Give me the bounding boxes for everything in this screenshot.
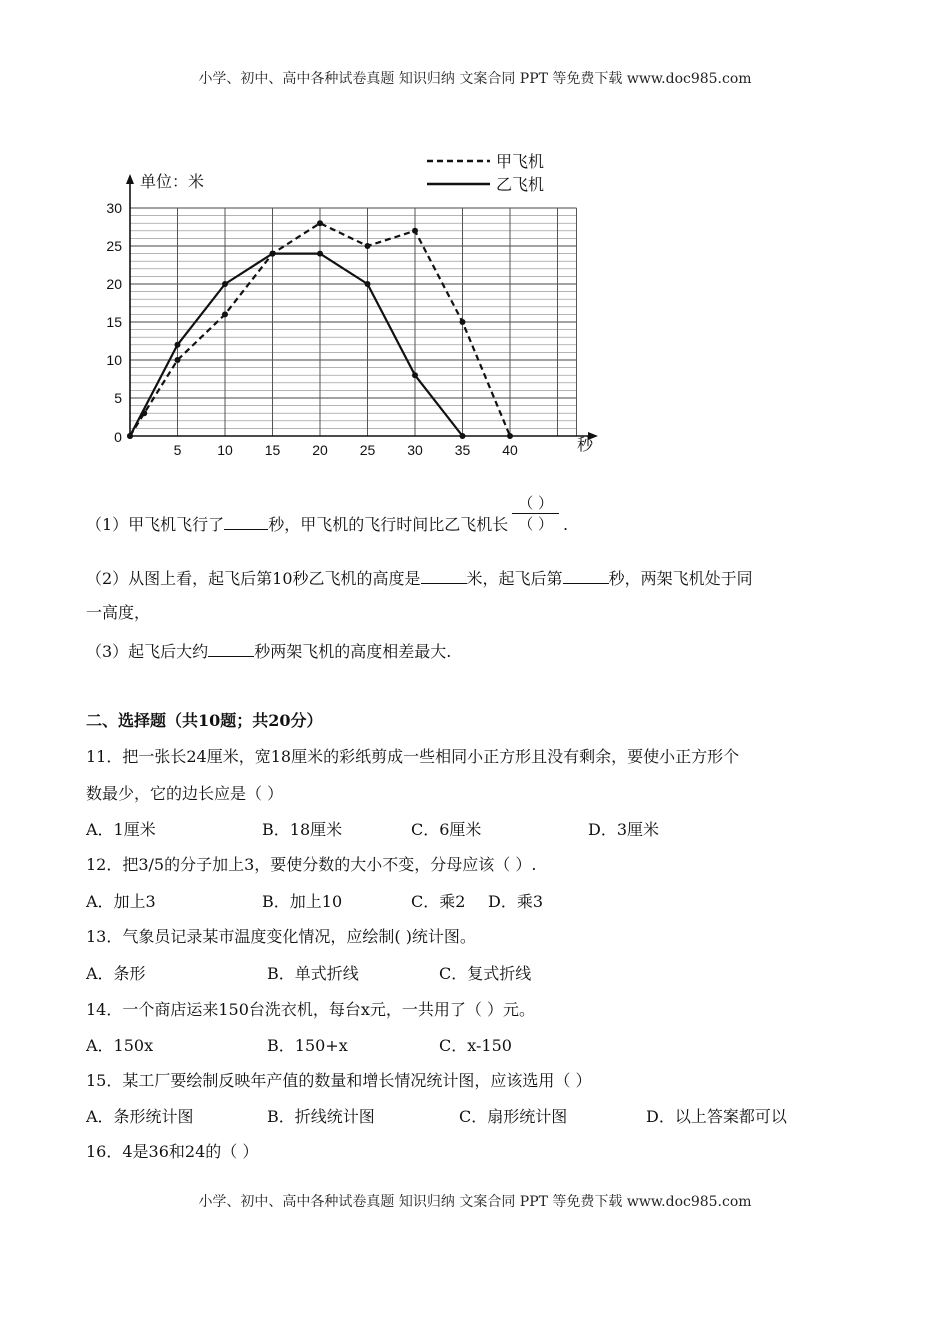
question-16: 16．4是36和24的（ ） bbox=[86, 1142, 259, 1161]
series-2-point bbox=[270, 251, 276, 257]
option-d[interactable]: D．以上答案都可以 bbox=[646, 1107, 787, 1126]
option-c[interactable]: C．乘2 bbox=[411, 892, 466, 911]
page-footer: 小学、初中、高中各种试卷真题 知识归纳 文案合同 PPT 等免费下载 www.doc985.com bbox=[198, 1194, 752, 1210]
series-1-point bbox=[222, 311, 228, 317]
series-1-point bbox=[412, 228, 418, 234]
option-b[interactable]: B．单式折线 bbox=[267, 964, 359, 983]
question-14: 14．一个商店运来150台洗衣机，每台x元，一共用了（ ）元。 bbox=[86, 1000, 536, 1019]
chart-grid bbox=[130, 208, 577, 436]
question-2-cont: 一高度， bbox=[86, 603, 151, 622]
x-tick-label: 30 bbox=[407, 442, 423, 458]
page-header: 小学、初中、高中各种试卷真题 知识归纳 文案合同 PPT 等免费下载 www.doc985.com bbox=[198, 71, 752, 87]
series-2-point bbox=[127, 433, 133, 439]
answer-fraction[interactable]: $\frac{( )}{( )}$ bbox=[512, 493, 559, 534]
answer-blank[interactable] bbox=[224, 511, 268, 530]
answer-blank[interactable] bbox=[421, 565, 467, 584]
option-c[interactable]: C．6厘米 bbox=[411, 820, 482, 839]
question-1: （1）甲飞机飞行了 秒，甲飞机的飞行时间比乙飞机长 $\frac{( )}{( )}$ . bbox=[86, 494, 569, 534]
section-heading: 二、选择题（共10题；共20分） bbox=[86, 711, 323, 730]
x-tick-label: 15 bbox=[264, 442, 281, 458]
origin-label: 0 bbox=[114, 429, 122, 445]
series-1-point bbox=[317, 220, 323, 226]
legend-label-2: 乙飞机 bbox=[496, 177, 545, 194]
question-15: 15．某工厂要绘制反映年产值的数量和增长情况统计图，应该选用（ ） bbox=[86, 1071, 592, 1090]
legend-label-1: 甲飞机 bbox=[496, 154, 545, 171]
option-d[interactable]: D．乘3 bbox=[488, 892, 544, 911]
option-b[interactable]: B．150+x bbox=[267, 1036, 348, 1055]
series-2-point bbox=[317, 251, 323, 257]
x-tick-label: 10 bbox=[217, 442, 233, 458]
series-1-point bbox=[175, 357, 181, 363]
option-d[interactable]: D．3厘米 bbox=[588, 820, 660, 839]
option-a[interactable]: A．150x bbox=[86, 1036, 154, 1055]
answer-blank[interactable] bbox=[563, 565, 609, 584]
y-tick-label: 10 bbox=[106, 352, 122, 368]
y-tick-label: 30 bbox=[106, 200, 122, 216]
question-12: 12．把3/5的分子加上3，要使分数的大小不变，分母应该（ ）. bbox=[86, 855, 537, 874]
option-b[interactable]: B．加上10 bbox=[262, 892, 343, 911]
question-11-cont: 数最少，它的边长应是（ ） bbox=[86, 784, 284, 803]
option-c[interactable]: C．扇形统计图 bbox=[459, 1107, 568, 1126]
chart-legend bbox=[427, 153, 544, 194]
option-b[interactable]: B．折线统计图 bbox=[267, 1107, 375, 1126]
option-c[interactable]: C．x-150 bbox=[439, 1036, 512, 1055]
option-c[interactable]: C．复式折线 bbox=[439, 964, 532, 983]
y-axis-arrow bbox=[126, 174, 134, 184]
y-tick-label: 5 bbox=[114, 390, 122, 406]
x-axis-label: 秒 bbox=[577, 437, 594, 454]
series-2-point bbox=[222, 281, 228, 287]
x-tick-label: 40 bbox=[502, 442, 518, 458]
option-a[interactable]: A．条形 bbox=[86, 964, 146, 983]
question-11: 11．把一张长24厘米，宽18厘米的彩纸剪成一些相同小正方形且没有剩余，要使小正方形个 bbox=[86, 747, 740, 766]
x-tick-label: 5 bbox=[173, 442, 182, 458]
x-tick-label: 20 bbox=[312, 442, 328, 458]
series-1-point bbox=[460, 319, 466, 325]
series-2-point bbox=[365, 281, 371, 287]
series-1-point bbox=[507, 433, 513, 439]
option-a[interactable]: A．加上3 bbox=[86, 892, 156, 911]
y-tick-label: 20 bbox=[106, 276, 122, 292]
option-a[interactable]: A．条形统计图 bbox=[86, 1107, 194, 1126]
question-13: 13．气象员记录某市温度变化情况，应绘制( )统计图。 bbox=[86, 927, 476, 946]
y-tick-label: 15 bbox=[106, 314, 122, 330]
x-tick-label: 35 bbox=[454, 442, 471, 458]
series-1-point bbox=[365, 243, 371, 249]
answer-blank[interactable] bbox=[208, 638, 254, 657]
question-2: （2）从图上看，起飞后第10秒乙飞机的高度是 米，起飞后第 秒，两架飞机处于同 bbox=[86, 565, 753, 591]
option-b[interactable]: B．18厘米 bbox=[262, 820, 343, 839]
x-tick-label: 25 bbox=[359, 442, 376, 458]
series-2-point bbox=[412, 372, 418, 378]
question-3: （3）起飞后大约 秒两架飞机的高度相差最大. bbox=[86, 638, 451, 664]
series-2-point bbox=[460, 433, 466, 439]
y-axis-label: 单位：米 bbox=[140, 174, 205, 191]
y-tick-label: 25 bbox=[106, 238, 122, 254]
option-a[interactable]: A．1厘米 bbox=[86, 820, 156, 839]
flight-height-chart bbox=[100, 140, 600, 460]
series-2-point bbox=[175, 342, 181, 348]
